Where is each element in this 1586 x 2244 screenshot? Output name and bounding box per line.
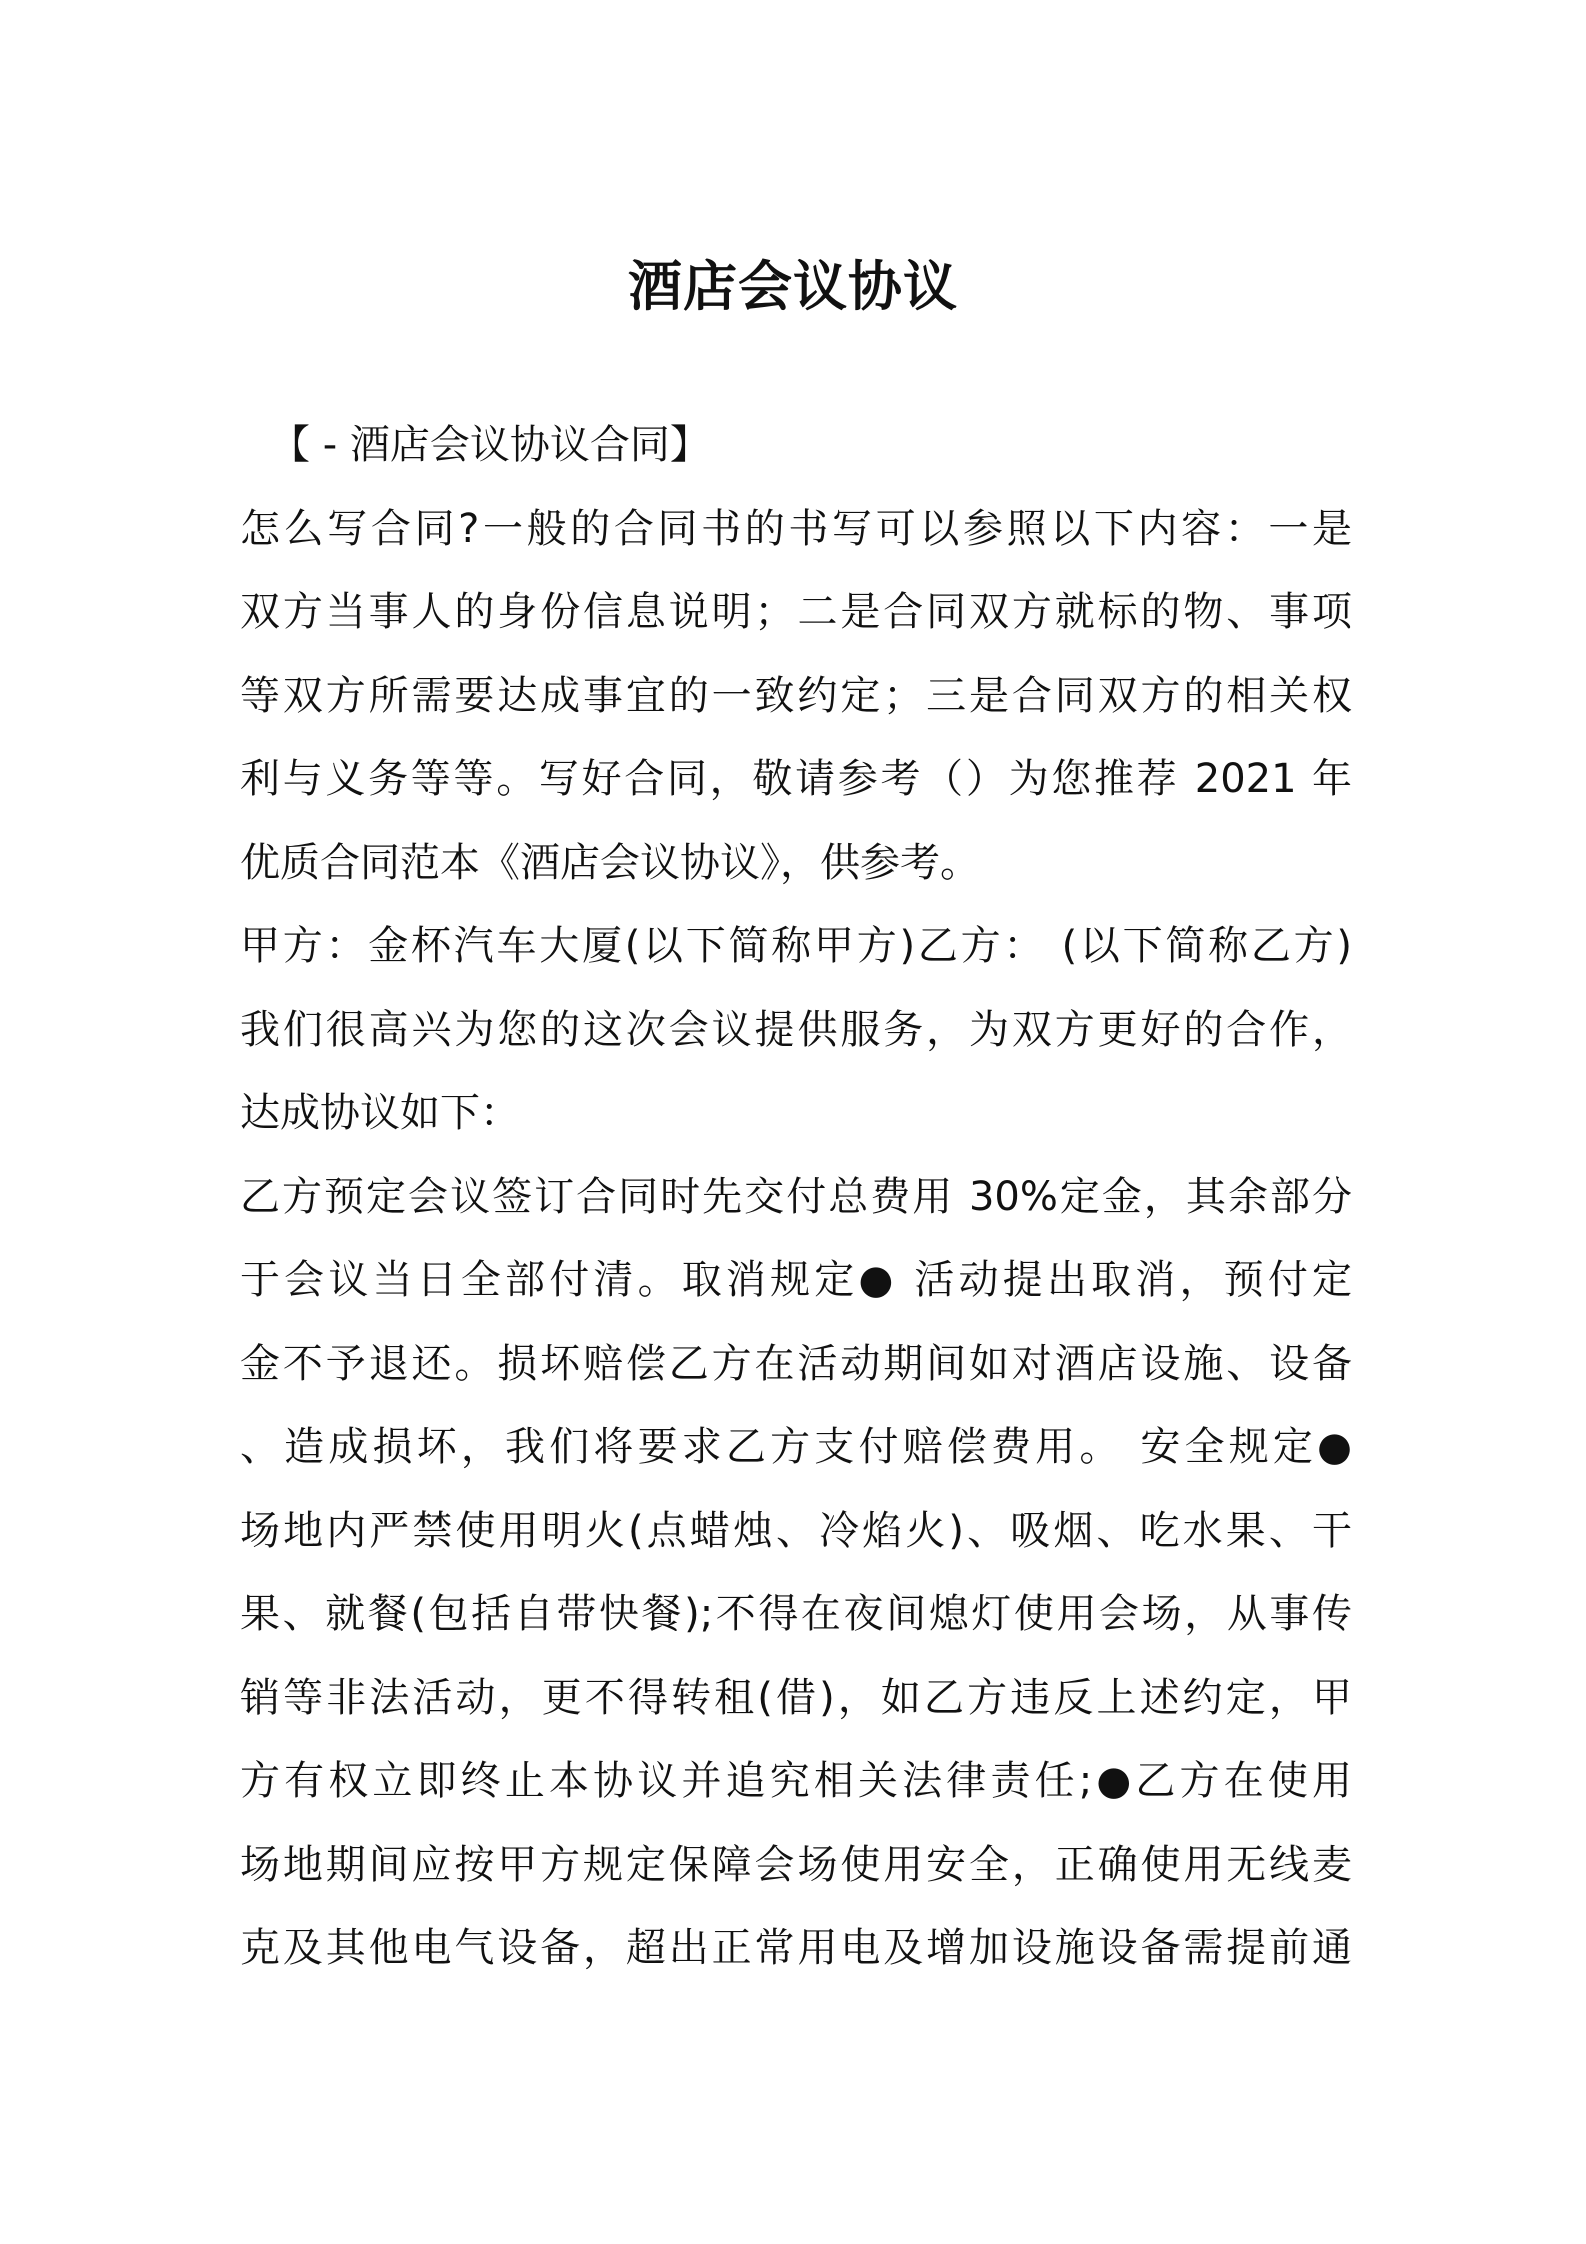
paragraph-line: 怎么写合同?一般的合同书的书写可以参照以下内容：一是 (240, 505, 1352, 552)
paragraph-line: 果、就餐(包括自带快餐);不得在夜间熄灯使用会场，从事传 (240, 1591, 1352, 1637)
document-title: 酒店会议协议 (628, 255, 958, 318)
paragraph-line: 我们很高兴为您的这次会议提供服务，为双方更好的合作， (240, 1006, 1352, 1053)
paragraph-line: 利与义务等等。写好合同，敬请参考（）为您推荐 2021 年 (240, 756, 1352, 802)
paragraph-line: 于会议当日全部付清。取消规定● 活动提出取消，预付定 (240, 1257, 1352, 1303)
document-body (240, 404, 1352, 1991)
paragraph-line: 达成协议如下： (240, 1090, 520, 1136)
paragraph-line: 方有权立即终止本协议并追究相关法律责任;●乙方在使用 (240, 1758, 1352, 1804)
paragraph-line: 金不予退还。损坏赔偿乙方在活动期间如对酒店设施、设备 (240, 1340, 1352, 1387)
paragraph-line: 克及其他电气设备，超出正常用电及增加设施设备需提前通 (240, 1925, 1352, 1971)
paragraph-line: 、造成损坏，我们将要求乙方支付赔偿费用。 安全规定● (240, 1424, 1352, 1470)
paragraph-line: 优质合同范本《酒店会议协议》，供参考。 (240, 839, 980, 886)
paragraph-line: 场地期间应按甲方规定保障会场使用安全，正确使用无线麦 (240, 1841, 1352, 1888)
parties-line: 甲方：金杯汽车大厦(以下简称甲方)乙方： (以下简称乙方) (240, 923, 1352, 969)
paragraph-line: 等双方所需要达成事宜的一致约定；三是合同双方的相关权 (240, 672, 1352, 719)
paragraph-line: 场地内严禁使用明火(点蜡烛、冷焰火)、吸烟、吃水果、干 (240, 1507, 1352, 1554)
contract-heading: 【 - 酒店会议协议合同】 (270, 422, 710, 468)
paragraph-line: 乙方预定会议签订合同时先交付总费用 30%定金，其余部分 (240, 1173, 1352, 1220)
paragraph-line: 双方当事人的身份信息说明；二是合同双方就标的物、事项 (240, 589, 1352, 635)
paragraph-line: 销等非法活动，更不得转租(借)，如乙方违反上述约定，甲 (240, 1674, 1352, 1721)
